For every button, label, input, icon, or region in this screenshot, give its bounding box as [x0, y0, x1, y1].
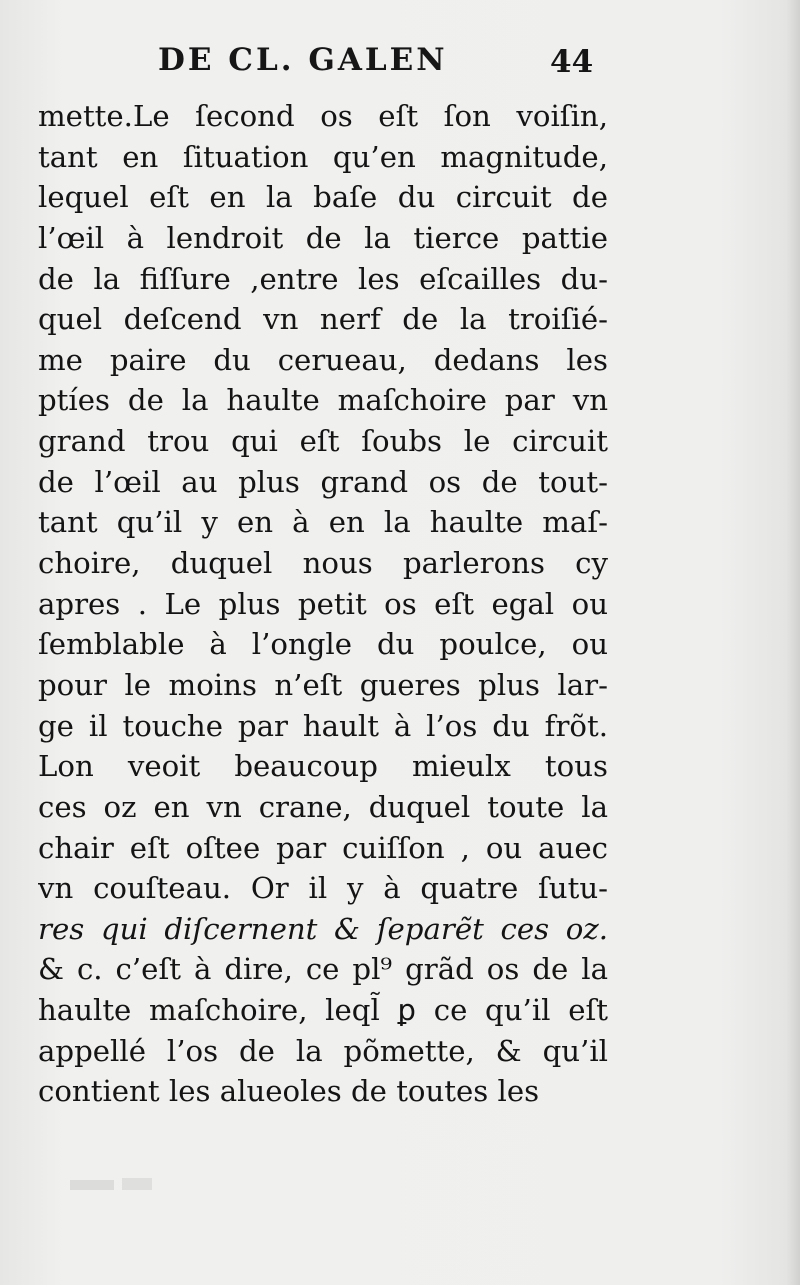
- text-line: vn couſteau. Or il y à quatre ſutu-: [38, 871, 608, 906]
- text-line: ſemblable à l’ongle du poulce, ou: [38, 627, 608, 662]
- show-through-marks: [70, 1172, 190, 1198]
- text-line-italic: res qui diſcernent & ſeparẽt ces oz.: [38, 911, 608, 946]
- text-line: grand trou qui eſt ſoubs le circuit: [38, 424, 608, 459]
- text-line: de l’œil au plus grand os de tout-: [38, 464, 608, 499]
- text-line: tant en ſituation qu’en magnitude,: [38, 139, 608, 174]
- text-line: pour le moins n’eſt gueres plus lar-: [38, 667, 608, 702]
- text-line: mette.Le ſecond os eſt ſon voiſin,: [38, 99, 608, 133]
- text-line: ces oz en vn crane, duquel toute la: [38, 789, 608, 824]
- text-line: me paire du cerueau, dedans les: [38, 342, 608, 377]
- text-line: contient les alueoles de toutes les: [38, 1074, 540, 1109]
- show-through-ink: [70, 1172, 190, 1198]
- text-line: appellé l’os de la põmette, & qu’il: [38, 1033, 608, 1068]
- text-line: & c. c’eſt à dire, ce pl⁹ grãd os de la: [38, 952, 608, 987]
- text-line: lequel eſt en la baſe du circuit de: [38, 180, 608, 215]
- text-line: de la fiſſure ,entre les eſcailles du-: [38, 261, 608, 296]
- text-line: ge il touche par hault à l’os du frõt.: [38, 708, 608, 743]
- text-line: l’œil à lendroit de la tierce pattie: [38, 220, 608, 255]
- text-line: ptíes de la haulte maſchoire par vn: [38, 383, 608, 418]
- text-line: apres . Le plus petit os eſt egal ou: [38, 586, 608, 621]
- text-line: tant qu’il y en à en la haulte maſ-: [38, 505, 608, 540]
- text-line: quel deſcend vn nerf de la troiſié-: [38, 302, 608, 337]
- running-head: DE CL. GALEN: [158, 42, 448, 78]
- text-line: haulte maſchoire, leql̃ ꝑ ce qu’il eſt: [38, 993, 608, 1028]
- text-line: choire, duquel nous parlerons cy: [38, 546, 608, 581]
- page-header: [0, 42, 800, 92]
- page-number: 44: [550, 44, 594, 80]
- text-line: chair eſt oſtee par cuiſſon , ou auec: [38, 830, 608, 865]
- text-line: Lon veoit beaucoup mieulx tous: [38, 749, 608, 784]
- page-edge-shadow: [786, 0, 800, 1285]
- body-text: [38, 96, 608, 1112]
